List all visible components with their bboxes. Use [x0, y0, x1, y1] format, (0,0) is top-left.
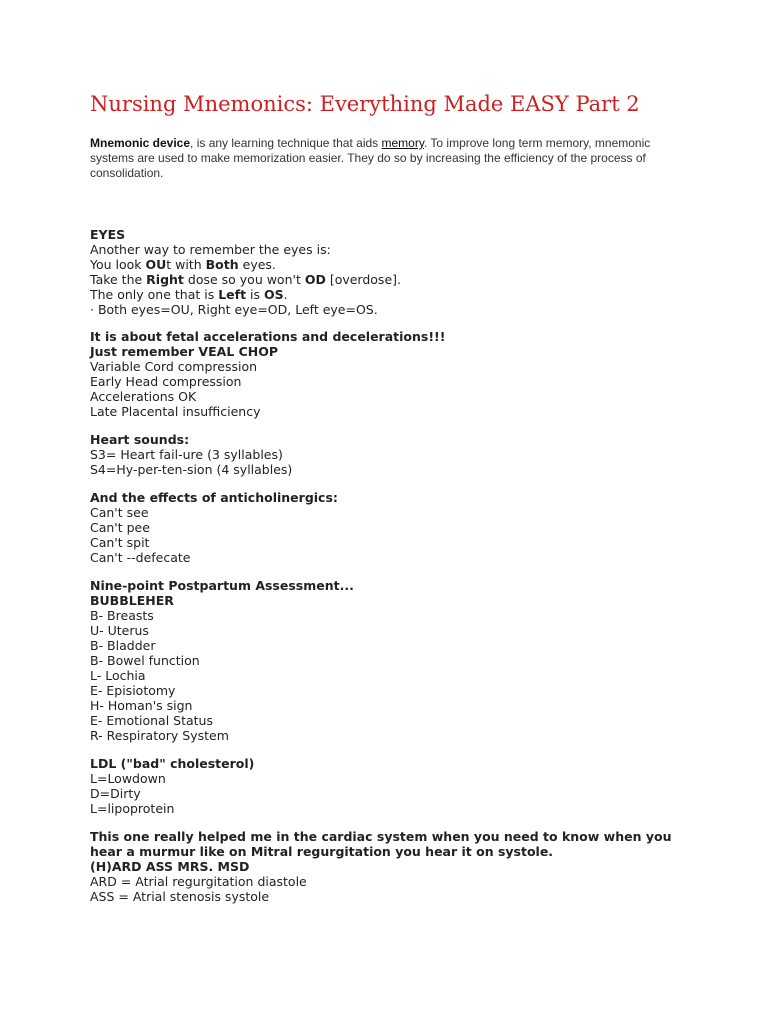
intro-text-2: . To improve long term memory, mnemonic systems are used to make memorization easier. They do so by increasing the efficiency of the process of consolidation.: [90, 136, 651, 180]
list-item: R- Respiratory System: [90, 728, 229, 743]
eyes-line: You look OUt with Both eyes.: [90, 257, 276, 272]
list-item: Early Head compression: [90, 374, 242, 389]
section-subheading: (H)ARD ASS MRS. MSD: [90, 859, 250, 874]
eyes-line: Take the Right dose so you won't OD [overdose].: [90, 272, 401, 287]
list-item: H- Homan's sign: [90, 698, 193, 713]
list-item: Can't pee: [90, 520, 150, 535]
postpartum-section: [90, 578, 710, 743]
list-item: E- Emotional Status: [90, 713, 213, 728]
cardiac-section: [90, 829, 710, 904]
section-heading: It is about fetal accelerations and decelerations!!!: [90, 329, 446, 344]
list-item: D=Dirty: [90, 786, 141, 801]
list-item: Variable Cord compression: [90, 359, 258, 374]
list-item: L- Lochia: [90, 668, 146, 683]
section-heading: hear a murmur like on Mitral regurgitation you hear it on systole.: [90, 844, 554, 859]
memory-link[interactable]: memory: [381, 136, 424, 150]
anticholinergics-section: [90, 490, 710, 565]
list-item: Can't --defecate: [90, 550, 191, 565]
list-item: Can't see: [90, 505, 149, 520]
section-heading: Heart sounds:: [90, 432, 190, 447]
document-content: [90, 227, 710, 904]
section-subheading: BUBBLEHER: [90, 593, 174, 608]
intro-term: Mnemonic device: [90, 136, 191, 150]
list-item: B- Bladder: [90, 638, 156, 653]
list-item: L=Lowdown: [90, 771, 166, 786]
list-item: Can't spit: [90, 535, 150, 550]
veal-chop-section: [90, 329, 710, 419]
list-item: B- Breasts: [90, 608, 154, 623]
list-item: S4=Hy-per-ten-sion (4 syllables): [90, 462, 293, 477]
intro-text-1: , is any learning technique that aids: [190, 136, 382, 150]
list-item: B- Bowel function: [90, 653, 200, 668]
list-item: S3= Heart fail-ure (3 syllables): [90, 447, 283, 462]
section-heading: This one really helped me in the cardiac system when you need to know when you: [90, 829, 672, 844]
section-heading: Just remember VEAL CHOP: [90, 344, 279, 359]
list-item: E- Episiotomy: [90, 683, 176, 698]
eyes-line: · Both eyes=OU, Right eye=OD, Left eye=OS.: [90, 302, 378, 317]
list-item: L=lipoprotein: [90, 801, 175, 816]
eyes-line: Another way to remember the eyes is:: [90, 242, 331, 257]
eyes-line: The only one that is Left is OS.: [90, 287, 288, 302]
section-heading: LDL ("bad" cholesterol): [90, 756, 255, 771]
section-heading: Nine-point Postpartum Assessment...: [90, 578, 354, 593]
list-item: U- Uterus: [90, 623, 149, 638]
eyes-section: [90, 227, 710, 317]
page-title: Nursing Mnemonics: Everything Made EASY Part 2: [90, 92, 640, 116]
section-heading: And the effects of anticholinergics:: [90, 490, 338, 505]
list-item: Accelerations OK: [90, 389, 197, 404]
list-item: ARD = Atrial regurgitation diastole: [90, 874, 307, 889]
ldl-section: [90, 756, 710, 816]
heart-sounds-section: [90, 432, 710, 477]
eyes-heading: EYES: [90, 227, 126, 242]
list-item: ASS = Atrial stenosis systole: [90, 889, 270, 904]
list-item: Late Placental insufficiency: [90, 404, 261, 419]
intro-paragraph: [90, 136, 690, 181]
